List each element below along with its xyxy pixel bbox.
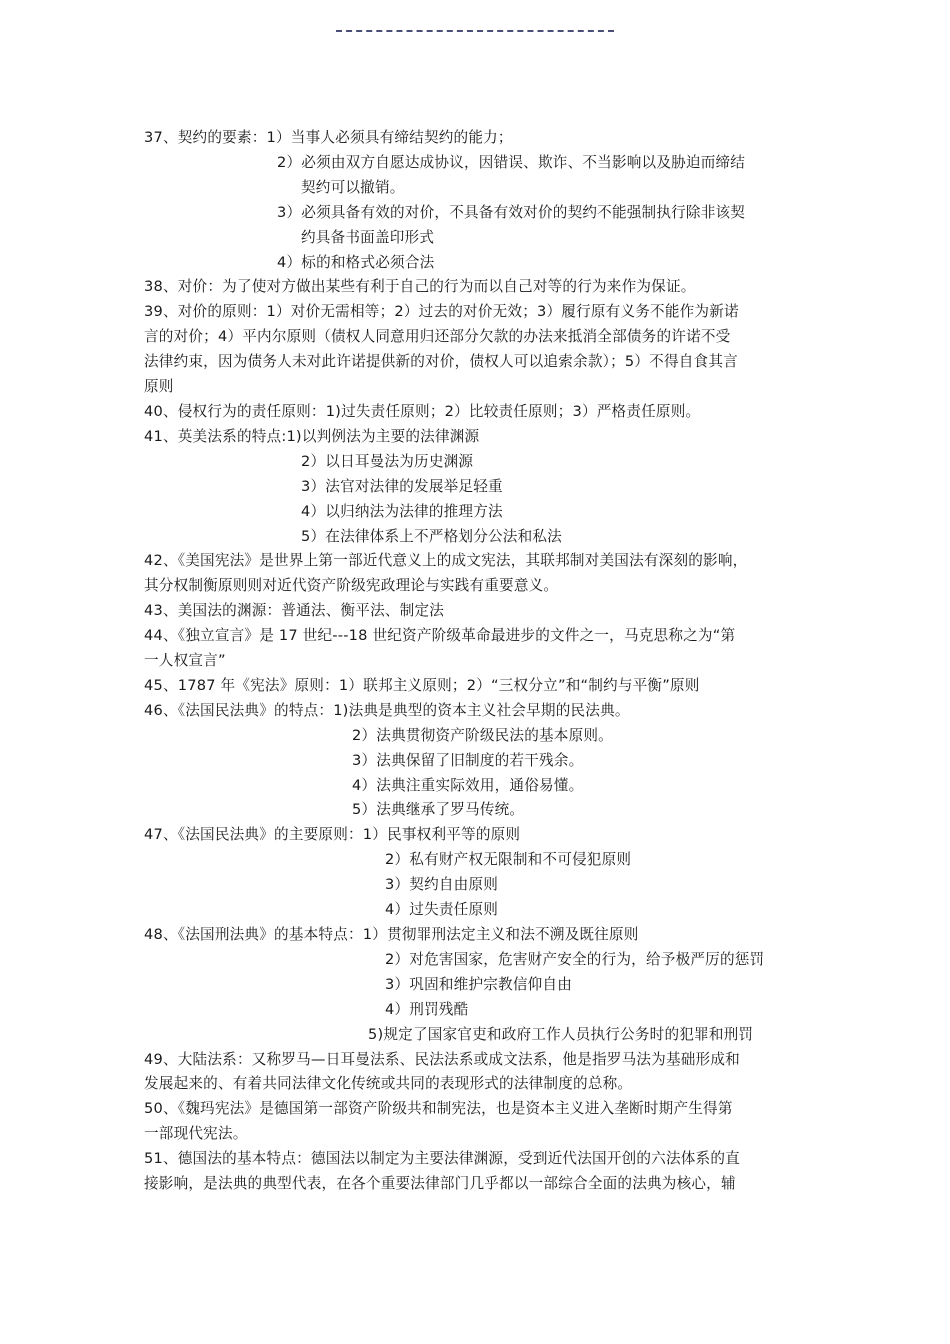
item-46-line-2: 2）法典贯彻资产阶级民法的基本原则。: [352, 726, 613, 744]
item-51-line-2: 接影响，是法典的典型代表，在各个重要法律部门几乎都以一部综合全面的法典为核心，辅: [144, 1175, 736, 1193]
item-37-line-3b: 约具备书面盖印形式: [301, 228, 435, 246]
item-45: 45、1787 年《宪法》原则：1）联邦主义原则；2）“三权分立”和“制约与平衡”原则: [144, 676, 700, 694]
item-41-line-4: 4）以归纳法为法律的推理方法: [301, 502, 503, 520]
item-41-line-5: 5）在法律体系上不严格划分公法和私法: [301, 527, 562, 545]
item-38: 38、对价：为了使对方做出某些有利于自己的行为而以自己对等的行为来作为保证。: [144, 278, 696, 296]
item-46-line-4: 4）法典注重实际效用，通俗易懂。: [352, 776, 584, 794]
item-47-line-4: 4）过失责任原则: [385, 901, 499, 919]
item-41-line-3: 3）法官对法律的发展举足轻重: [301, 477, 503, 495]
item-39-line-3: 法律约束，因为债务人未对此许诺提供新的对价，债权人可以追索余款）；5）不得自食其言: [144, 353, 738, 371]
item-47-line-1: 47、《法国民法典》的主要原则：1）民事权利平等的原则: [144, 826, 521, 844]
item-46-line-1: 46、《法国民法典》的特点：1)法典是典型的资本主义社会早期的民法典。: [144, 701, 630, 719]
item-50-line-2: 一部现代宪法。: [144, 1125, 248, 1143]
item-39-line-2: 言的对价；4）平内尔原则（债权人同意用归还部分欠款的办法来抵消全部债务的许诺不受: [144, 328, 731, 346]
item-43: 43、美国法的渊源：普通法、衡平法、制定法: [144, 602, 445, 620]
item-51-line-1: 51、德国法的基本特点：德国法以制定为主要法律渊源，受到近代法国开创的六法体系的直: [144, 1150, 740, 1168]
item-48-line-1: 48、《法国刑法典》的基本特点：1）贯彻罪刑法定主义和法不溯及既往原则: [144, 926, 639, 943]
item-39-line-1: 39、对价的原则：1）对价无需相等；2）过去的对价无效；3）履行原有义务不能作为新诺: [144, 303, 739, 321]
item-48-line-3: 3）巩固和维护宗教信仰自由: [385, 975, 573, 993]
item-48-line-5: 5)规定了国家官吏和政府工作人员执行公务时的犯罪和刑罚: [368, 1025, 754, 1043]
item-37-line-2: 2）必须由双方自愿达成协议，因错误、欺诈、不当影响以及胁迫而缔结: [277, 153, 746, 171]
item-49-line-2: 发展起来的、有着共同法律文化传统或共同的表现形式的法律制度的总称。: [144, 1075, 633, 1093]
item-40: 40、侵权行为的责任原则：1)过失责任原则；2）比较责任原则；3）严格责任原则。: [144, 402, 701, 420]
item-44-line-1: 44、《独立宣言》是 17 世纪---18 世纪资产阶级革命最进步的文件之一，马克思称之为“第: [144, 627, 736, 645]
item-50-line-1: 50、《魏玛宪法》是德国第一部资产阶级共和制宪法，也是资本主义进入垄断时期产生得第: [144, 1100, 733, 1118]
item-37-line-4: 4）标的和格式必须合法: [277, 253, 435, 271]
item-49-line-1: 49、大陆法系：又称罗马—日耳曼法系、民法法系或成文法系，他是指罗马法为基础形成和: [144, 1050, 740, 1068]
item-37-line-2b: 契约可以撤销。: [301, 178, 405, 196]
item-48-line-2: 2）对危害国家，危害财产安全的行为，给予极严厉的惩罚: [385, 950, 765, 968]
item-41-line-1: 41、英美法系的特点:1)以判例法为主要的法律渊源: [144, 427, 480, 445]
item-47-line-3: 3）契约自由原则: [385, 876, 499, 894]
header-dashed-rule: [336, 30, 614, 32]
item-41-line-2: 2）以日耳曼法为历史渊源: [301, 452, 474, 470]
item-47-line-2: 2）私有财产权无限制和不可侵犯原则: [385, 851, 632, 869]
item-46-line-3: 3）法典保留了旧制度的若干残余。: [352, 751, 584, 769]
item-42-line-1: 42、《美国宪法》是世界上第一部近代意义上的成文宪法，其联邦制对美国法有深刻的影响，: [144, 552, 748, 570]
item-42-line-2: 其分权制衡原则则对近代资产阶级宪政理论与实践有重要意义。: [144, 577, 559, 595]
item-46-line-5: 5）法典继承了罗马传统。: [352, 801, 525, 819]
item-48-line-4: 4）刑罚残酷: [385, 1000, 469, 1018]
item-44-line-2: 一人权宣言”: [144, 652, 226, 670]
item-37-line-1: 37、契约的要素：1）当事人必须具有缔结契约的能力；: [144, 129, 513, 146]
item-37-line-3: 3）必须具备有效的对价，不具备有效对价的契约不能强制执行除非该契: [277, 203, 746, 221]
document-body: [144, 126, 814, 1197]
item-39-line-4: 原则: [144, 378, 174, 396]
